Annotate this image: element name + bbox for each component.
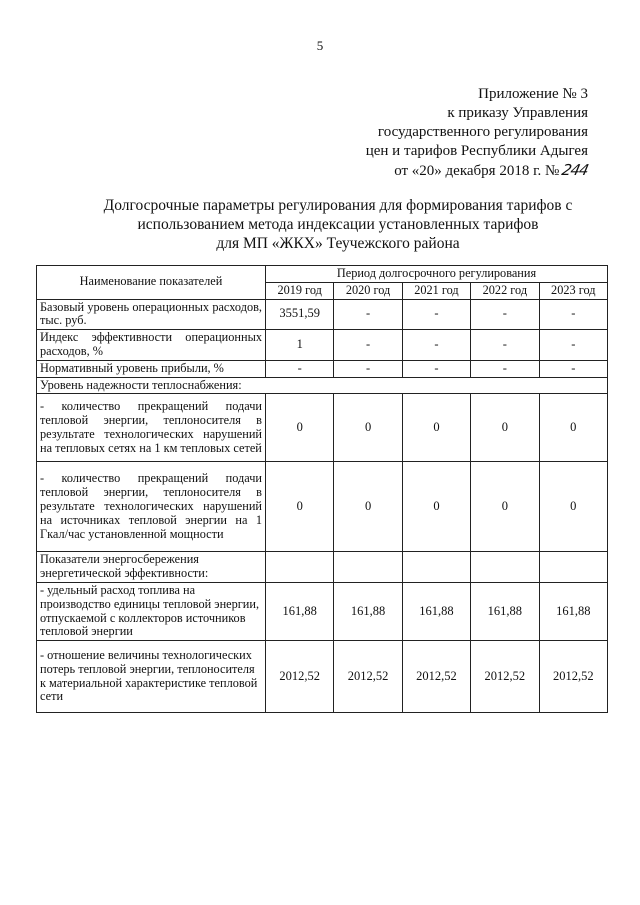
section-name: Уровень надежности теплоснабжения: [37,377,608,394]
appendix-line-4: цен и тарифов Республики Адыгея [365,143,588,159]
table-header-row [37,266,608,283]
parameters-table [36,265,608,713]
row-value: - [402,299,470,330]
row-name: - количество прекращений подачи тепловой энергии, теплоносителя в результате технологических нарушений на тепловых сетях на 1 км тепловых сетей [37,394,266,462]
row-value: 161,88 [266,582,334,640]
row-value: 2012,52 [402,641,470,713]
row-value [266,552,334,583]
row-value: 2012,52 [539,641,607,713]
row-name: Показатели энергосбережения энергетической эффективности: [37,552,266,583]
row-value: - [334,299,402,330]
appendix-block [365,85,591,181]
row-value: 161,88 [402,582,470,640]
appendix-line-1: Приложение № 3 [478,86,588,102]
row-value: - [402,330,470,361]
appendix-line-2: к приказу Управления [447,105,588,121]
table-row [37,360,608,377]
row-value: - [334,360,402,377]
row-value: - [539,360,607,377]
header-period: Период долгосрочного регулирования [266,266,608,283]
page-number: 5 [316,38,324,53]
row-value: 2012,52 [334,641,402,713]
row-value: 2012,52 [471,641,539,713]
row-value [471,552,539,583]
header-name: Наименование показателей [37,266,266,300]
year-2023: 2023 год [539,282,607,299]
row-value [539,552,607,583]
row-value: 0 [334,394,402,462]
row-value: 0 [266,462,334,552]
row-name: - количество прекращений подачи тепловой энергии, теплоносителя в результате технологических нарушений на источниках тепловой энергии на 1 Гкал/час установленной мощности [37,462,266,552]
title-line-2: использованием метода индексации установленных тарифов [137,216,539,233]
row-value: 161,88 [334,582,402,640]
row-value: - [471,330,539,361]
year-2020: 2020 год [334,282,402,299]
row-value: 2012,52 [266,641,334,713]
title-line-3: для МП «ЖКХ» Теучежского района [216,235,460,252]
table-section-row [37,377,608,394]
row-value: 161,88 [539,582,607,640]
row-value: 1 [266,330,334,361]
row-value: - [471,360,539,377]
row-name: Нормативный уровень прибыли, % [37,360,266,377]
table-row [37,641,608,713]
row-value: - [471,299,539,330]
order-date-text: от «20» декабря 2018 г. № [394,163,560,179]
row-value [402,552,470,583]
row-value: - [334,330,402,361]
table-row [37,462,608,552]
table-row [37,299,608,330]
table-row [37,552,608,583]
appendix-line-3: государственного регулирования [377,124,588,140]
row-value: 161,88 [471,582,539,640]
title-line-1: Долгосрочные параметры регулирования для формирования тарифов с [103,197,573,214]
row-value: 3551,59 [266,299,334,330]
table-row [37,330,608,361]
row-value: 0 [334,462,402,552]
row-value: 0 [539,394,607,462]
table-row [37,582,608,640]
row-value: 0 [266,394,334,462]
row-name: - удельный расход топлива на производство единицы тепловой энергии, отпускаемой с коллекторов источников тепловой энергии [37,582,266,640]
row-name: Индекс эффективности операционных расходов, % [37,330,266,361]
table-row [37,394,608,462]
row-value: - [402,360,470,377]
appendix-line-5 [366,161,591,181]
row-value: - [266,360,334,377]
document-title [88,196,588,253]
row-value: 0 [402,394,470,462]
year-2022: 2022 год [471,282,539,299]
year-2019: 2019 год [266,282,334,299]
row-name: Базовый уровень операционных расходов, тыс. руб. [37,299,266,330]
row-value: 0 [471,394,539,462]
order-number-handwritten: 244 [560,161,591,179]
row-value [334,552,402,583]
row-value: 0 [539,462,607,552]
year-2021: 2021 год [402,282,470,299]
row-value: - [539,330,607,361]
row-value: - [539,299,607,330]
row-value: 0 [471,462,539,552]
row-value: 0 [402,462,470,552]
row-name: - отношение величины технологических потерь тепловой энергии, теплоносителя к материальной характеристике тепловой сети [37,641,266,713]
